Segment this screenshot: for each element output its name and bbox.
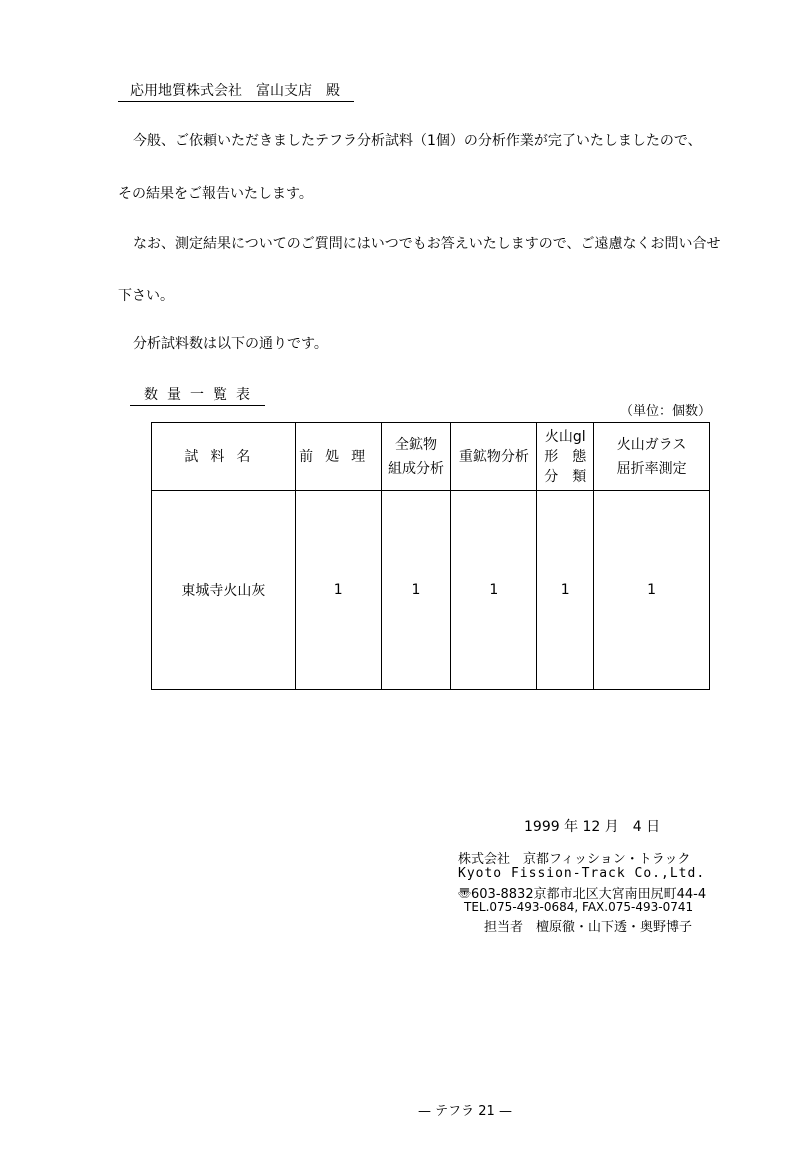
header-glass-shape: 火山gl 形 態 分 類 — [537, 423, 594, 491]
paragraph-5: 分析試料数は以下の通りです。 — [133, 336, 328, 352]
sender-tel-fax: TEL.075-493-0684, FAX.075-493-0741 — [464, 900, 694, 914]
cell-heavy-mineral: 1 — [451, 491, 537, 690]
header-glass-refractive: 火山ガラス 屈折率測定 — [594, 423, 710, 491]
cell-glass-shape: 1 — [537, 491, 594, 690]
paragraph-3: なお、測定結果についてのご質問にはいつでもお答えいたしますので、ご遠慮なくお問い合せ — [133, 236, 721, 252]
sender-address: 〠603-8832京都市北区大宮南田尻町44-4 — [458, 887, 707, 902]
cell-sample-name: 東城寺火山灰 — [152, 491, 296, 690]
cell-pretreatment: 1 — [295, 491, 381, 690]
sender-company-en: Kyoto Fission-Track Co.,Ltd. — [458, 866, 706, 881]
addressee: 応用地質株式会社 富山支店 殿 — [118, 80, 354, 102]
sender-staff: 担当者 檀原徹・山下透・奥野博子 — [484, 920, 693, 935]
header-sample-name: 試料名 — [152, 423, 296, 491]
page-footer: — テフラ 21 — — [418, 1104, 512, 1119]
cell-glass-refractive: 1 — [594, 491, 710, 690]
unit-label: （単位：個数） — [620, 404, 712, 419]
sender-company-jp: 株式会社 京都フィッション・トラック — [458, 852, 691, 867]
header-heavy-mineral: 重鉱物分析 — [451, 423, 537, 491]
header-pretreatment: 前処理 — [295, 423, 381, 491]
table-title: 数量一覧表 — [130, 384, 265, 406]
table-row — [152, 491, 710, 690]
paragraph-4: 下さい。 — [118, 288, 174, 304]
quantity-table — [151, 422, 710, 690]
paragraph-1: 今般、ご依頼いただきましたテフラ分析試料（1個）の分析作業が完了いたしましたので、 — [133, 133, 702, 149]
report-date: 1999 年 12 月 4 日 — [524, 819, 661, 835]
table-header-row — [152, 423, 710, 491]
header-total-mineral: 全鉱物 組成分析 — [381, 423, 451, 491]
paragraph-2: その結果をご報告いたします。 — [118, 186, 313, 202]
cell-total-mineral: 1 — [381, 491, 451, 690]
